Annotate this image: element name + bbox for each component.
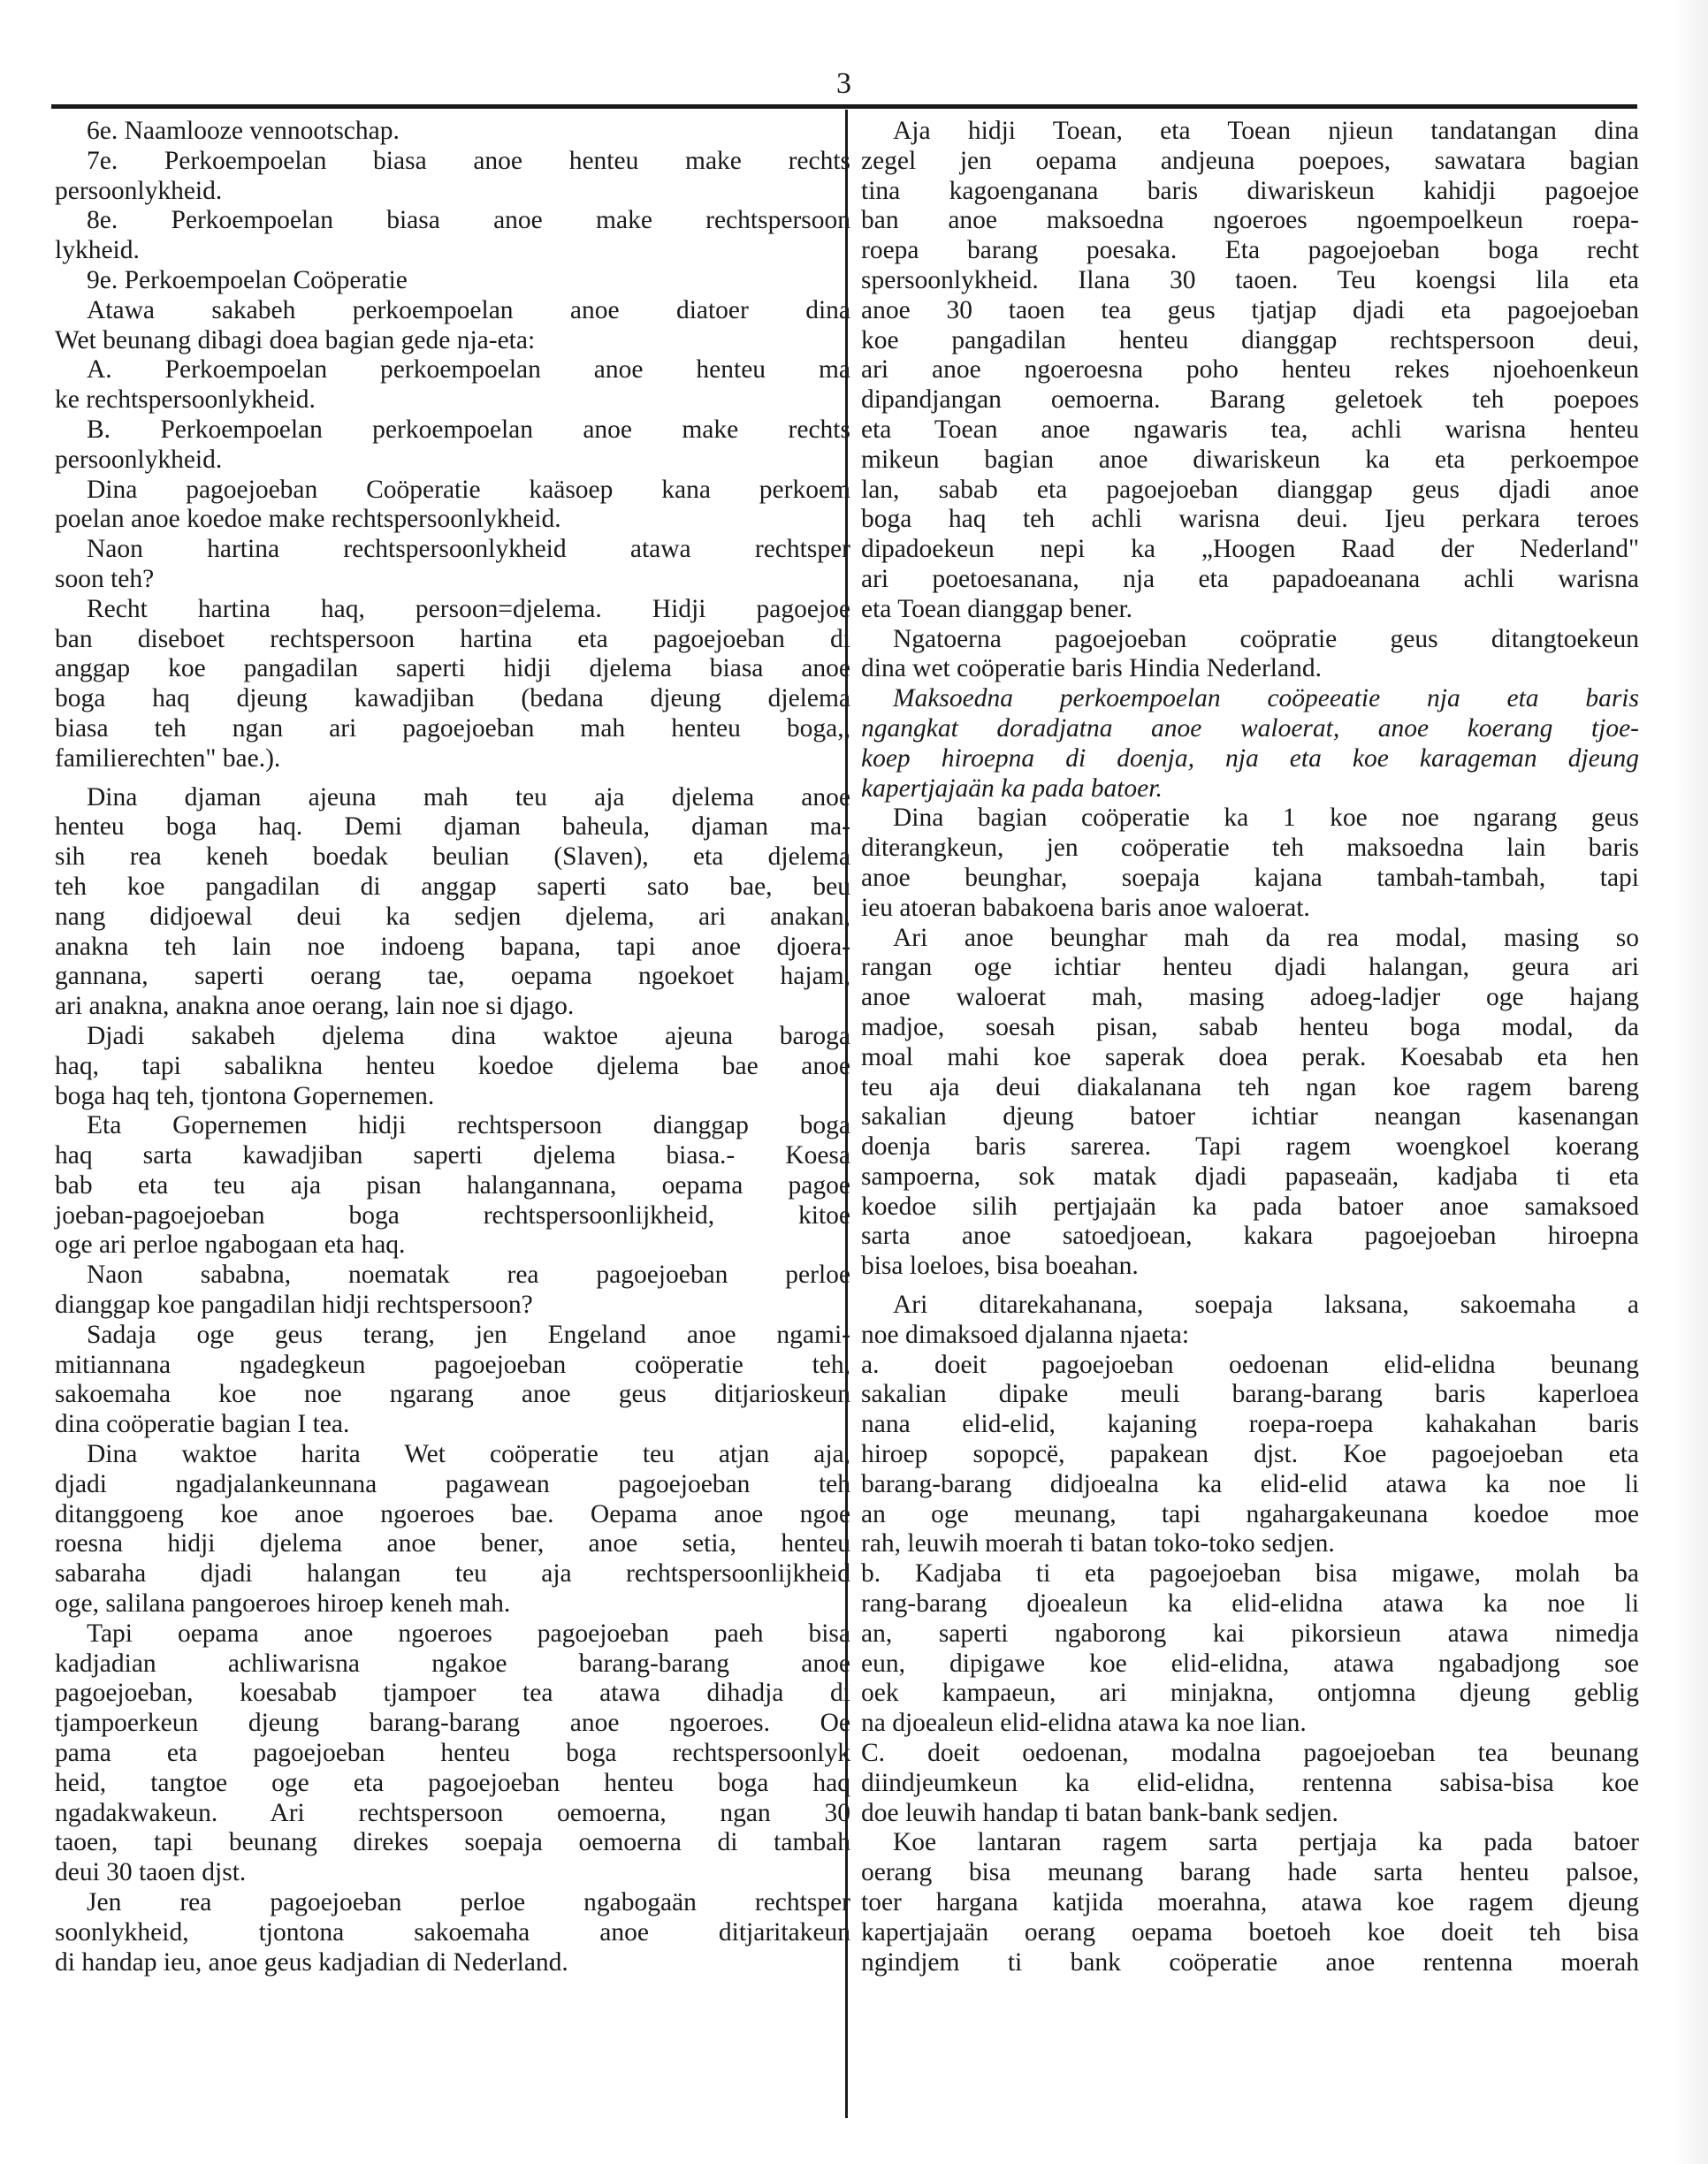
text-line: Ari anoe beunghar mah da rea modal, masing so (893, 923, 1639, 952)
text-line: anoe beunghar, soepaja kajana tambah-tambah, tapi (861, 863, 1639, 892)
text-line: ieu atoeran babakoena baris anoe waloerat. (861, 893, 1310, 922)
text-line: deui 30 taoen djst. (55, 1858, 247, 1887)
text-line: koe pangadilan henteu dianggap rechtspersoon deui, (861, 325, 1639, 354)
text-line: heid, tangtoe oge eta pagoejoeban henteu boga haq (55, 1768, 850, 1797)
text-line: barang-barang didjoealna ka elid-elid atawa ka noe li (861, 1469, 1639, 1498)
text-line: anoe 30 taoen tea geus tjatjap djadi eta pagoejoeban (861, 295, 1639, 324)
text-line: di handap ieu, anoe geus kadjadian di Nederland. (55, 1947, 568, 1977)
text-line: oek kampaeun, ari minjakna, ontjomna djeung geblig (861, 1679, 1639, 1708)
text-line: an oge meunang, tapi ngahargakeunana koedoe moe (861, 1499, 1639, 1528)
text-line: Maksoedna perkoempoelan coöpeeatie nja eta baris (893, 684, 1639, 713)
text-line: taoen, tapi beunang direkes soepaja oemoerna di tambah (55, 1828, 850, 1857)
text-line: sakoemaha koe noe ngarang anoe geus ditjarioskeun (55, 1380, 850, 1409)
text-line: haq, tapi sabalikna henteu koedoe djelema bae anoe (55, 1051, 850, 1080)
paragraph-spacer (55, 774, 850, 783)
text-line: kadjadian achliwarisna ngakoe barang-barang anoe (55, 1649, 850, 1678)
text-line: anakna teh lain noe indoeng bapana, tapi anoe djoera- (55, 932, 850, 961)
text-line: Naon sababna, noematak rea pagoejoeban perloe (87, 1261, 850, 1290)
text-line: sakalian djeung batoer ichtiar neangan kasenangan (861, 1102, 1639, 1132)
paragraph (55, 595, 850, 774)
text-line: koep hiroepna di doenja, nja eta koe karageman djeung (861, 743, 1639, 773)
paragraph (55, 1321, 850, 1440)
text-line: dina coöperatie bagian I tea. (55, 1410, 350, 1439)
paragraph (55, 415, 850, 476)
text-line: Ari ditarekahanana, soepaja laksana, sakoemaha a (893, 1291, 1639, 1320)
text-line: Naon hartina rechtspersoonlykheid atawa rechtsper (87, 535, 850, 564)
text-line: anoe waloerat mah, masing adoeg-ladjer oge hajang (861, 983, 1639, 1012)
text-line: oge, salilana pangoeroes hiroep keneh mah. (55, 1589, 511, 1619)
text-line: pagoejoeban, koesabab tjampoer tea atawa dihadja di (55, 1679, 850, 1708)
text-line: koedoe silih pertjajaän ka pada batoer anoe samaksoed (861, 1192, 1639, 1221)
text-line: dina wet coöperatie baris Hindia Nederland. (861, 654, 1322, 683)
text-line: doenja baris sarerea. Tapi ragem woengkoel koerang (861, 1132, 1639, 1162)
paragraph (861, 1351, 1639, 1560)
text-line: boga haq teh, tjontona Gopernemen. (55, 1081, 435, 1110)
text-line: 6e. Naamlooze vennootschap. (87, 117, 400, 145)
text-line: ban anoe maksoedna ngoeroes ngoempoelkeun roepa- (861, 206, 1639, 235)
text-line: hiroep sopopcë, papakean djst. Koe pagoejoeban eta (861, 1440, 1639, 1469)
text-line: Tapi oepama anoe ngoeroes pagoejoeban paeh bisa (87, 1619, 850, 1648)
paragraph (55, 147, 850, 207)
text-line: Dina pagoejoeban Coöperatie kaäsoep kana perkoem (87, 475, 850, 504)
text-line: rangan oge ichtiar henteu djadi halangan, geura ari (861, 953, 1639, 982)
text-line: Aja hidji Toean, eta Toean njieun tandatangan dina (893, 117, 1639, 145)
paragraph (861, 684, 1639, 804)
text-line: noe dimaksoed djalanna njaeta: (861, 1320, 1190, 1349)
text-line: Recht hartina haq, persoon=djelema. Hidji pagoejoe (87, 594, 850, 623)
text-line: bisa loeloes, bisa boeahan. (861, 1252, 1139, 1281)
text-line: ngangkat doradjatna anoe waloerat, anoe koerang tjoe- (861, 713, 1639, 743)
paragraph-spacer (861, 1282, 1639, 1291)
paragraph (861, 1739, 1639, 1828)
text-line: lan, sabab eta pagoejoeban dianggap geus djadi anoe (861, 475, 1639, 504)
header-rule (51, 104, 1637, 109)
text-line: familierechten" bae.). (55, 743, 281, 773)
text-line: dipandjangan oemoerna. Barang geletoek teh poepoes (861, 385, 1639, 415)
text-line: B. Perkoempoelan perkoempoelan anoe make rechts (87, 415, 850, 444)
text-line: Jen rea pagoejoeban perloe ngabogaän rechtsper (87, 1888, 850, 1917)
text-line: persoonlykheid. (55, 176, 223, 205)
text-line: Eta Gopernemen hidji rechtspersoon dianggap boga (87, 1111, 850, 1140)
text-line: mikeun bagian anoe diwariskeun ka eta perkoempoe (861, 445, 1639, 474)
text-line: oge ari perloe ngabogaan eta haq. (55, 1231, 406, 1260)
text-line: bab eta teu aja pisan halangannana, oepama pagoe (55, 1170, 850, 1200)
paragraph (55, 1888, 850, 1977)
text-line: Djadi sakabeh djelema dina waktoe ajeuna baroga (87, 1021, 850, 1050)
right-column (861, 117, 1639, 1977)
text-line: ngindjem ti bank coöperatie anoe rentenna moerah (861, 1947, 1639, 1977)
text-line: eun, dipigawe koe elid-elidna, atawa ngabadjong soe (861, 1649, 1639, 1678)
paragraph (861, 1291, 1639, 1351)
page-number: 3 (836, 67, 851, 100)
text-line: poelan anoe koedoe make rechtspersoonlykheid. (55, 505, 561, 534)
text-line: an, saperti ngaborong kai pikorsieun atawa nimedja (861, 1619, 1639, 1648)
text-line: boga haq djeung kawadjiban (bedana djeung djelema (55, 684, 850, 713)
text-line: sih rea keneh boedak beulian (Slaven), eta djelema (55, 842, 850, 872)
text-line: eta Toean anoe ngawaris tea, achli warisna henteu (861, 415, 1639, 444)
text-line: ngadakwakeun. Ari rechtspersoon oemoerna, ngan 30 (55, 1798, 850, 1827)
text-line: teu aja deui diakalanana teh ngan koe ragem bareng (861, 1072, 1639, 1101)
text-line: 9e. Perkoempoelan Coöperatie (87, 265, 408, 294)
text-line: Atawa sakabeh perkoempoelan anoe diatoer dina (87, 295, 850, 324)
text-line: djadi ngadjalankeunnana pagawean pagoejoeban teh (55, 1469, 850, 1498)
text-line: Koe lantaran ragem sarta pertjaja ka pada batoer (893, 1828, 1639, 1857)
text-line: sabaraha djadi halangan teu aja rechtspersoonlijkheid (55, 1559, 850, 1589)
text-line: nana elid-elid, kajaning roepa-roepa kahakahan baris (861, 1410, 1639, 1439)
text-line: sampoerna, sok matak djadi papaseaän, kadjaba ti eta (861, 1162, 1639, 1191)
text-line: teh koe pangadilan di anggap saperti sato bae, beu (55, 872, 850, 901)
text-line: biasa teh ngan ari pagoejoeban mah henteu boga,, (55, 713, 850, 743)
text-line: roepa barang poesaka. Eta pagoejoeban boga recht (861, 236, 1639, 265)
text-line: kapertjajaän oerang oepama boetoeh koe doeit teh bisa (861, 1917, 1639, 1947)
paragraph (55, 355, 850, 415)
text-line: 7e. Perkoempoelan biasa anoe henteu make rechts (87, 146, 850, 175)
text-line: roesna hidji djelema anoe bener, anoe setia, henteu (55, 1529, 850, 1558)
text-line: na djoealeun elid-elidna atawa ka noe lian. (861, 1709, 1307, 1738)
text-line: ban diseboet rechtspersoon hartina eta pagoejoeban di (55, 624, 850, 653)
text-line: ke rechtspersoonlykheid. (55, 385, 316, 415)
text-line: Dina waktoe harita Wet coöperatie teu atjan aja, (87, 1440, 850, 1469)
text-line: mitiannana ngadegkeun pagoejoeban coöperatie teh, (55, 1350, 850, 1379)
text-line: soon teh? (55, 564, 155, 593)
text-line: Sadaja oge geus terang, jen Engeland anoe ngami- (87, 1320, 850, 1349)
text-line: nang didjoewal deui ka sedjen djelema, ari anakan, (55, 902, 850, 931)
text-line: rah, leuwih moerah ti batan toko-toko sedjen. (861, 1529, 1335, 1558)
text-line: joeban-pagoejoeban boga rechtspersoonlijkheid, kitoe (55, 1200, 850, 1230)
paragraph (861, 625, 1639, 685)
text-line: b. Kadjaba ti eta pagoejoeban bisa migawe, molah ba (861, 1559, 1639, 1589)
paragraph (861, 1828, 1639, 1977)
paragraph (55, 783, 850, 1022)
paragraph (55, 1440, 850, 1619)
text-line: dipadoekeun nepi ka „Hoogen Raad der Nederland" (861, 535, 1639, 564)
text-line: Ngatoerna pagoejoeban coöpratie geus ditangtoekeun (893, 624, 1639, 653)
text-line: ari anoe ngoeroesna poho henteu rekes njoehoenkeun (861, 355, 1639, 385)
text-line: oerang bisa meunang barang hade sarta henteu palsoe, (861, 1858, 1639, 1887)
text-line: 8e. Perkoempoelan biasa anoe make rechtspersoon (87, 206, 850, 235)
text-line: sakalian dipake meuli barang-barang baris kaperloea (861, 1380, 1639, 1409)
paragraph (861, 924, 1639, 1283)
text-line: pama eta pagoejoeban henteu boga rechtspersoonlyk (55, 1739, 850, 1768)
text-line: C. doeit oedoenan, modalna pagoejoeban tea beunang (861, 1739, 1639, 1768)
text-line: a. doeit pagoejoeban oedoenan elid-elidna beunang (861, 1350, 1639, 1379)
scan-edge-shadow (1673, 0, 1708, 2164)
text-line: boga haq teh achli warisna deui. Ijeu perkara teroes (861, 505, 1639, 534)
paragraph (55, 476, 850, 536)
text-line: ditanggoeng koe anoe ngoeroes bae. Oepama anoe ngoe (55, 1499, 850, 1528)
text-line: lykheid. (55, 236, 140, 265)
text-line: diterangkeun, jen coöperatie teh maksoedna lain baris (861, 834, 1639, 863)
paragraph (861, 117, 1639, 625)
paragraph (55, 1619, 850, 1888)
text-line: gannana, saperti oerang tae, oepama ngoekoet hajam, (55, 962, 850, 991)
text-line: soonlykheid, tjontona sakoemaha anoe ditjaritakeun (55, 1917, 850, 1947)
text-line: A. Perkoempoelan perkoempoelan anoe henteu ma (87, 355, 850, 385)
text-line: eta Toean dianggap bener. (861, 594, 1133, 623)
text-line: tjampoerkeun djeung barang-barang anoe ngoeroes. Oe (55, 1709, 850, 1738)
paragraph (861, 1559, 1639, 1739)
paragraph (55, 266, 850, 296)
text-line: henteu boga haq. Demi djaman baheula, djaman ma- (55, 812, 850, 842)
left-column (55, 117, 850, 1977)
text-line: Dina bagian coöperatie ka 1 koe noe ngarang geus (893, 804, 1639, 833)
paragraph (55, 117, 850, 147)
text-line: Dina djaman ajeuna mah teu aja djelema anoe (87, 782, 850, 812)
text-line: dianggap koe pangadilan hidji rechtspersoon? (55, 1291, 533, 1320)
text-line: ari anakna, anakna anoe oerang, lain noe si djago. (55, 992, 575, 1021)
text-line: Wet beunang dibagi doea bagian gede nja-eta: (55, 325, 536, 354)
paragraph (55, 206, 850, 266)
paragraph (861, 804, 1639, 923)
text-line: sarta anoe satoedjoean, kakara pagoejoeban hiroepna (861, 1222, 1639, 1251)
text-line: diindjeumkeun ka elid-elidna, rentenna sabisa-bisa koe (861, 1768, 1639, 1797)
text-line: spersoonlykheid. Ilana 30 taoen. Teu koengsi lila eta (861, 265, 1639, 294)
text-line: rang-barang djoealeun ka elid-elidna atawa ka noe li (861, 1589, 1639, 1619)
text-line: moal mahi koe saperak doea perak. Koesabab eta hen (861, 1042, 1639, 1071)
text-line: haq sarta kawadjiban saperti djelema biasa.- Koesa (55, 1141, 850, 1170)
paragraph (55, 1022, 850, 1111)
paragraph (55, 1111, 850, 1261)
paragraph (55, 535, 850, 595)
text-line: tina kagoenganana baris diwariskeun kahidji pagoejoe (861, 176, 1639, 205)
text-line: anggap koe pangadilan saperti hidji djelema biasa anoe (55, 654, 850, 683)
text-line: madjoe, soesah pisan, sabab henteu boga modal, da (861, 1012, 1639, 1041)
paragraph (55, 296, 850, 356)
text-line: persoonlykheid. (55, 445, 223, 474)
text-line: zegel jen oepama andjeuna poepoes, sawatara bagian (861, 146, 1639, 175)
text-line: doe leuwih handap ti batan bank-bank sedjen. (861, 1798, 1338, 1827)
text-line: kapertjajaän ka pada batoer. (861, 773, 1163, 803)
text-line: toer hargana katjida moerahna, atawa koe ragem djeung (861, 1888, 1639, 1917)
text-line: ari poetoesanana, nja eta papadoeanana achli warisna (861, 564, 1639, 593)
paragraph (55, 1261, 850, 1321)
